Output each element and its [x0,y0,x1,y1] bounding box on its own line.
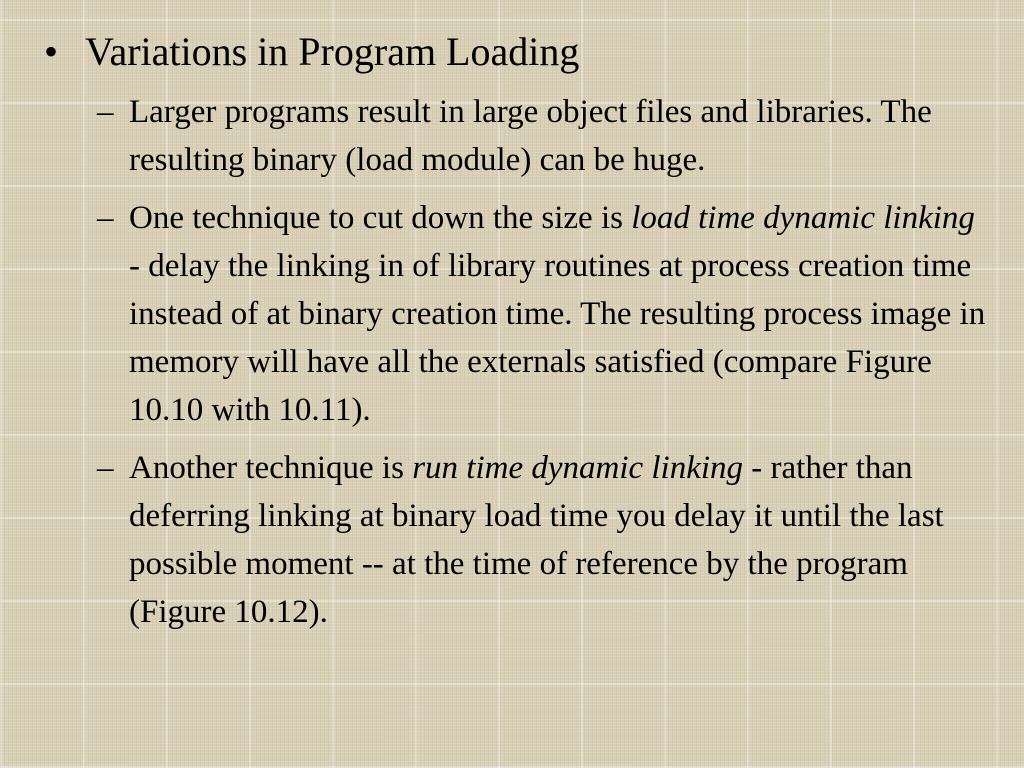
main-bullet-text: Variations in Program Loading [85,29,580,74]
dash-marker: – [97,450,114,486]
sub-bullet-text-after: delay the linking in of library routines at process creation time instead of at binary creation time. The resulting process image in memory will have all the externals satisfied (compare Figure 10.10 with 10.11). [129,248,986,428]
sub-bullet-emphasis: load time dynamic linking - [129,200,975,284]
sub-bullet-text-before: Another technique is [129,450,413,486]
main-bullet [44,26,579,78]
sub-bullet-larger-programs [97,88,992,184]
bullet-marker: • [44,29,59,74]
dash-marker: – [97,200,114,236]
sub-bullet-load-time-linking [97,194,992,434]
sub-bullet-text: Larger programs result in large object files and libraries. The resulting binary (load module) can be huge. [129,94,932,178]
sub-bullet-text-before: One technique to cut down the size is [129,200,632,236]
sub-bullet-run-time-linking [97,444,992,636]
sub-bullet-emphasis: run time dynamic linking [412,450,744,486]
sub-bullet-list [97,88,992,646]
sub-bullet-text-after: - rather than deferring linking at binary load time you delay it until the last possible moment -- at the time of reference by the program (Figure 10.12). [129,450,944,630]
dash-marker: – [97,94,114,130]
